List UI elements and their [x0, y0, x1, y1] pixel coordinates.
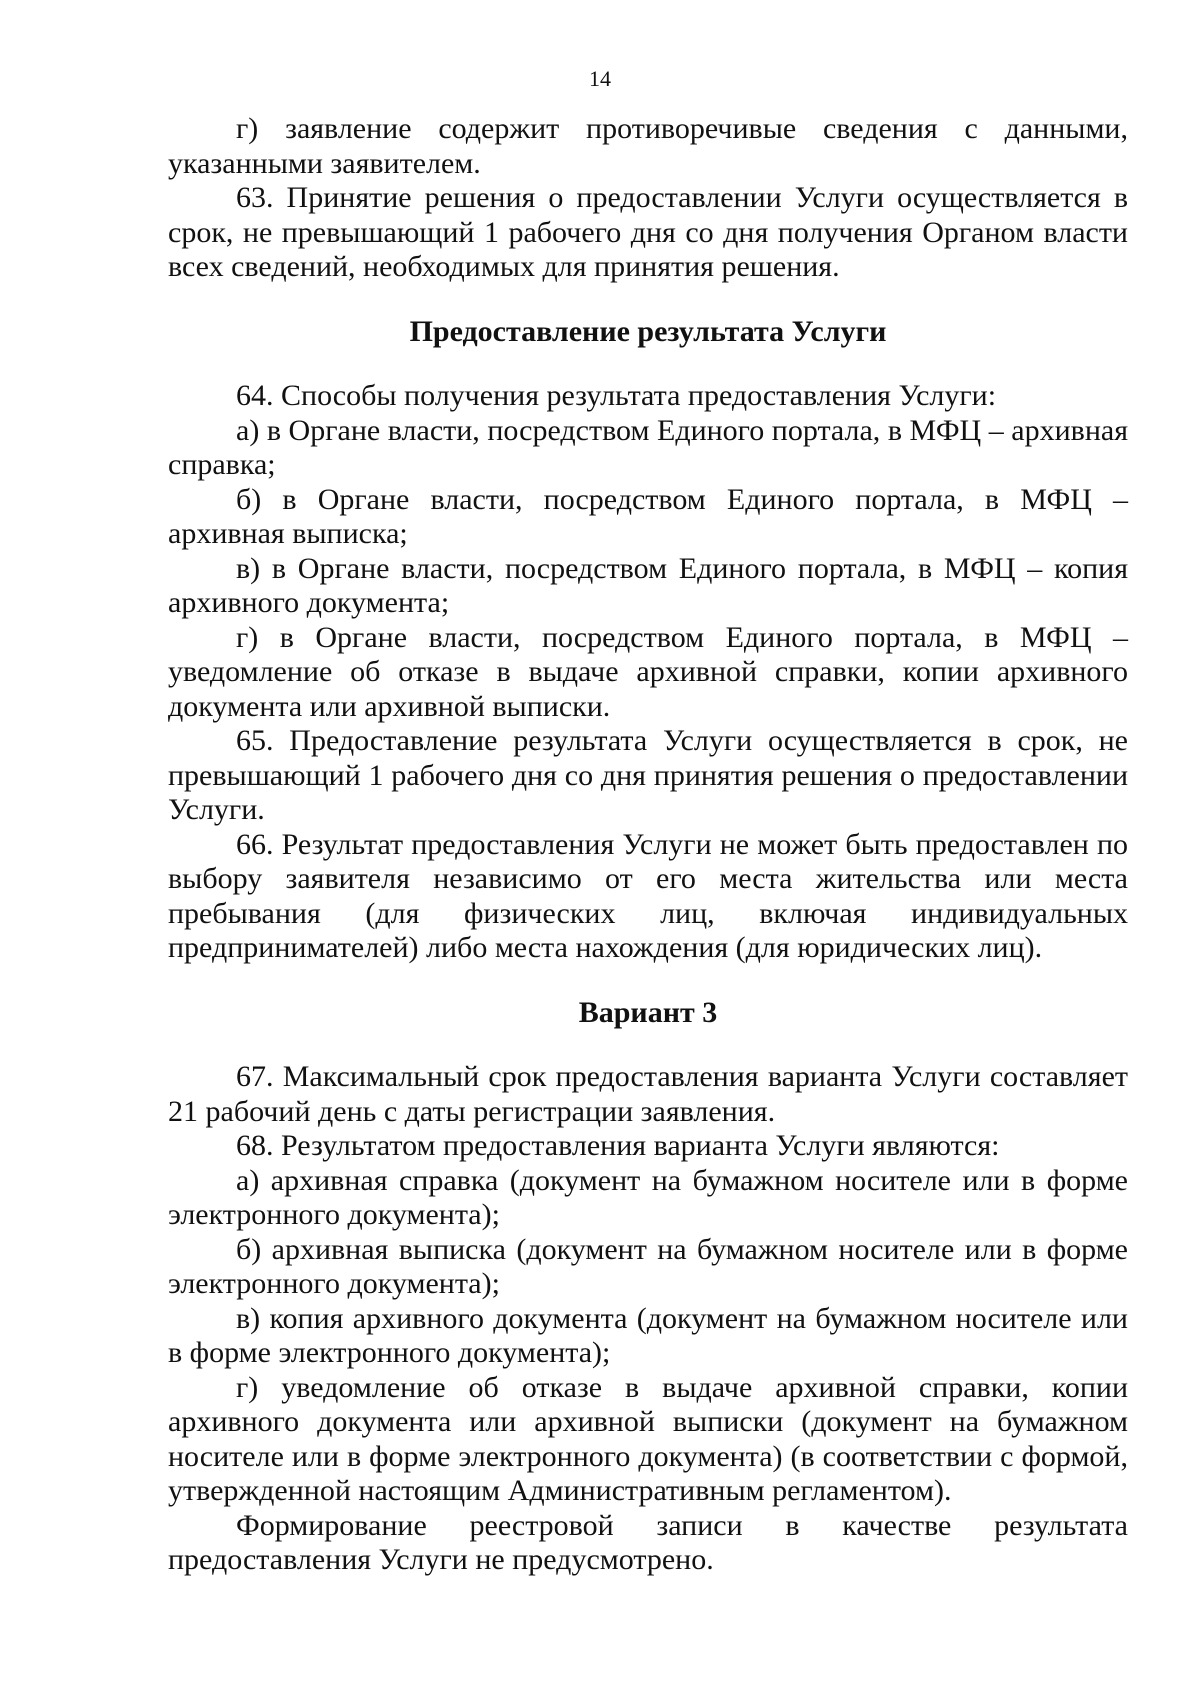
- paragraph-64g: г) в Органе власти, посредством Единого портала, в МФЦ – уведомление об отказе в выдаче архивной справки, копии архивного документа или архивной выписки.: [168, 620, 1128, 723]
- paragraph-68b: б) архивная выписка (документ на бумажном носителе или в форме электронного документа);: [168, 1232, 1128, 1300]
- paragraph-67: 67. Максимальный срок предоставления варианта Услуги составляет 21 рабочий день с даты регистрации заявления.: [168, 1060, 1128, 1128]
- document-body: [168, 112, 1128, 1578]
- paragraph-66: 66. Результат предоставления Услуги не может быть предоставлен по выбору заявителя независимо от его места жительства или места пребывания (для физических лиц, включая индивидуальных предпринимателей) либо места нахождения (для юридических лиц).: [168, 827, 1128, 964]
- paragraph-68v: в) копия архивного документа (документ на бумажном носителе или в форме электронного документа);: [168, 1301, 1128, 1369]
- paragraph-64v: в) в Органе власти, посредством Единого портала, в МФЦ – копия архивного документа;: [168, 551, 1128, 619]
- paragraph-62g: г) заявление содержит противоречивые сведения с данными, указанными заявителем.: [168, 112, 1128, 180]
- paragraph-63: 63. Принятие решения о предоставлении Услуги осуществляется в срок, не превышающий 1 рабочего дня со дня получения Органом власти всех сведений, необходимых для принятия решения.: [168, 181, 1128, 283]
- paragraph-68a: а) архивная справка (документ на бумажном носителе или в форме электронного документа);: [168, 1163, 1128, 1231]
- paragraph-64: 64. Способы получения результата предоставления Услуги:: [236, 379, 997, 412]
- paragraph-registry-note: Формирование реестровой записи в качестве результата предоставления Услуги не предусмотрено.: [168, 1508, 1128, 1576]
- paragraph-64a: а) в Органе власти, посредством Единого портала, в МФЦ – архивная справка;: [168, 413, 1128, 481]
- paragraph-68: 68. Результатом предоставления варианта Услуги являются:: [236, 1129, 1000, 1162]
- paragraph-65: 65. Предоставление результата Услуги осуществляется в срок, не превышающий 1 рабочего дня со дня принятия решения о предоставлении Услуги.: [168, 724, 1128, 826]
- page-number: 14: [589, 66, 611, 91]
- paragraph-68g: г) уведомление об отказе в выдаче архивной справки, копии архивного документа или архивной выписки (документ на бумажном носителе или в форме электронного документа) (в соответствии с формой, утвержденной настоящим Административным регламентом).: [168, 1370, 1128, 1507]
- section-heading-variant-3: Вариант 3: [578, 995, 718, 1029]
- section-heading-result: Предоставление результата Услуги: [409, 314, 887, 348]
- paragraph-64b: б) в Органе власти, посредством Единого портала, в МФЦ – архивная выписка;: [168, 482, 1128, 550]
